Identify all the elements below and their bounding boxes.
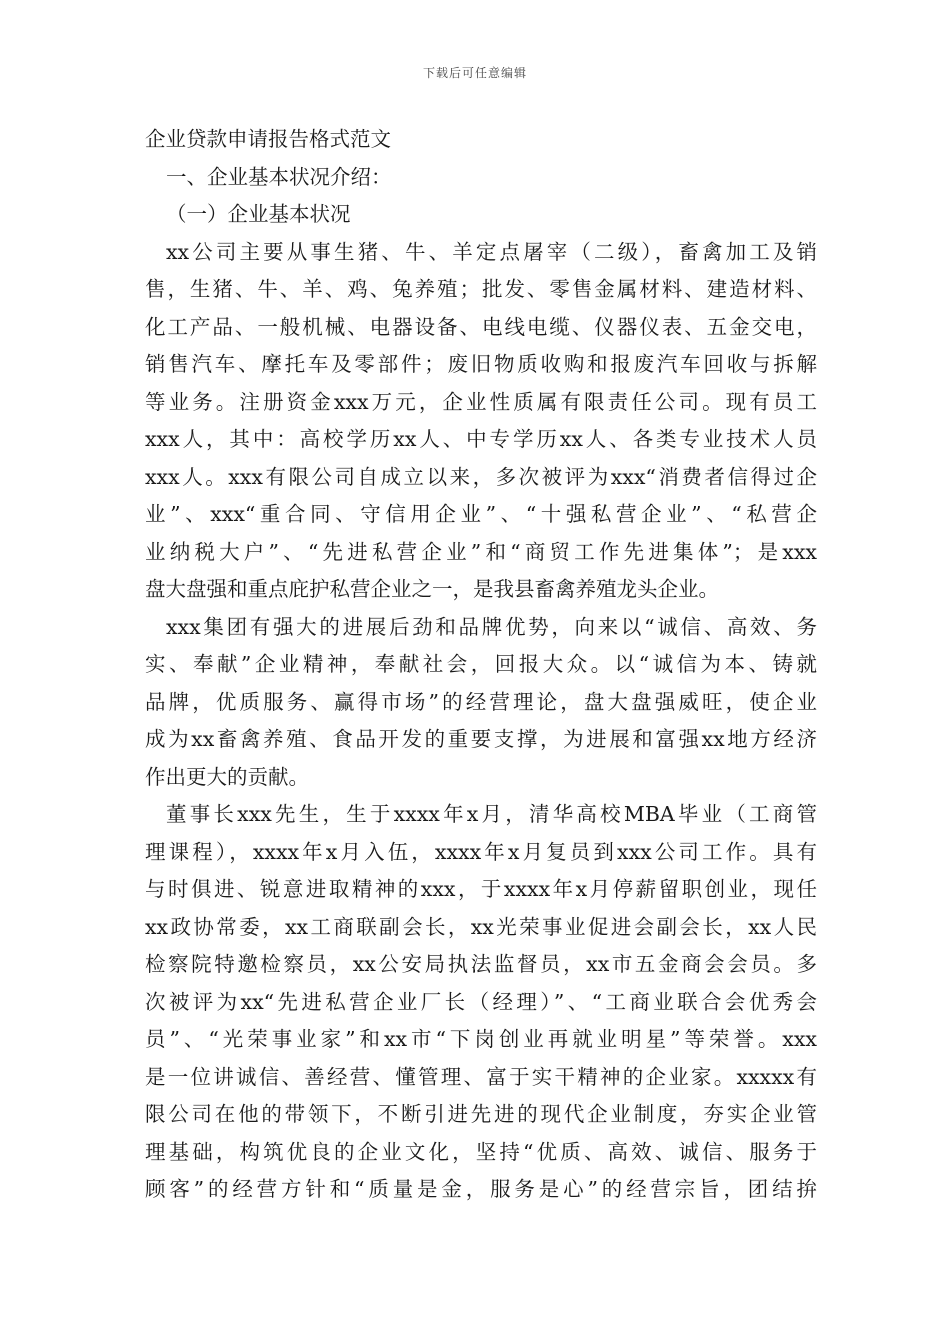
text-line: 售，生猪、牛、羊、鸡、兔养殖；批发、零售金属材料、建造材料、: [145, 277, 817, 301]
text-line: 与时俱进、锐意进取精神的xxx，于xxxx年x月停薪留职创业，现任: [145, 877, 817, 901]
text-line: 检察院特邀检察员，xx公安局执法监督员，xx市五金商会会员。多: [145, 952, 817, 976]
text-line: xxx人，其中：高校学历xx人、中专学历xx人、各类专业技术人员: [145, 427, 817, 451]
text-line: 员”、“光荣事业家”和xx市“下岗创业再就业明星”等荣誉。xxx: [145, 1027, 817, 1051]
text-line: 理基础，构筑优良的企业文化，坚持“优质、高效、诚信、服务于: [145, 1139, 817, 1164]
text-line: xxx集团有强大的进展后劲和品牌优势，向来以“诚信、高效、务: [166, 614, 817, 639]
text-line: 品牌，优质服务、赢得市场”的经营理论，盘大盘强威旺，使企业: [145, 689, 817, 714]
document-body: [145, 121, 817, 1209]
text-line: xx公司主要从事生猪、牛、羊定点屠宰（二级），畜禽加工及销: [166, 239, 817, 264]
text-line: 盘大盘强和重点庇护私营企业之一，是我县畜禽养殖龙头企业。: [145, 577, 719, 601]
text-line: xxx人。xxx有限公司自成立以来，多次被评为xxx“消费者信得过企: [145, 464, 817, 489]
document-title: 企业贷款申请报告格式范文: [145, 127, 391, 151]
text-line: 顾客”的经营方针和“质量是金，服务是心”的经营宗旨，团结拚: [145, 1177, 817, 1201]
text-line: 业纳税大户”、“先进私营企业”和“商贸工作先进集体”；是xxx: [145, 539, 817, 564]
text-line: 次被评为xx“先进私营企业厂长（经理）”、“工商业联合会优秀会: [145, 989, 817, 1014]
text-line: 限公司在他的带领下，不断引进先进的现代企业制度，夯实企业管: [145, 1102, 817, 1126]
text-line: 一、企业基本状况介绍：: [166, 164, 392, 189]
text-line: 等业务。注册资金xxx万元，企业性质属有限责任公司。现有员工: [145, 389, 817, 414]
text-line: 实、奉献”企业精神，奉献社会，回报大众。以“诚信为本、铸就: [145, 652, 817, 676]
text-line: 理课程），xxxx年x月入伍，xxxx年x月复员到xxx公司工作。具有: [145, 839, 817, 864]
text-line: xx政协常委，xx工商联副会长，xx光荣事业促进会副会长，xx人民: [145, 914, 817, 939]
text-line: 销售汽车、摩托车及零部件；废旧物质收购和报废汽车回收与拆解: [145, 352, 817, 376]
text-line: 成为xx畜禽养殖、食品开发的重要支撑，为进展和富强xx地方经济: [145, 727, 817, 751]
text-line: 作出更大的贡献。: [145, 764, 309, 789]
text-line: 董事长xxx先生，生于xxxx年x月，清华高校MBA毕业（工商管: [166, 802, 817, 826]
text-line: 化工产品、一般机械、电器设备、电线电缆、仪器仪表、五金交电，: [145, 314, 817, 339]
text-line: （一）企业基本状况: [166, 202, 351, 226]
text-line: 业”、xxx“重合同、守信用企业”、“十强私营企业”、“私营企: [145, 502, 817, 526]
text-line: 是一位讲诚信、善经营、懂管理、富于实干精神的企业家。xxxxx有: [145, 1064, 817, 1089]
page-header: 下载后可任意编辑: [422, 66, 527, 80]
